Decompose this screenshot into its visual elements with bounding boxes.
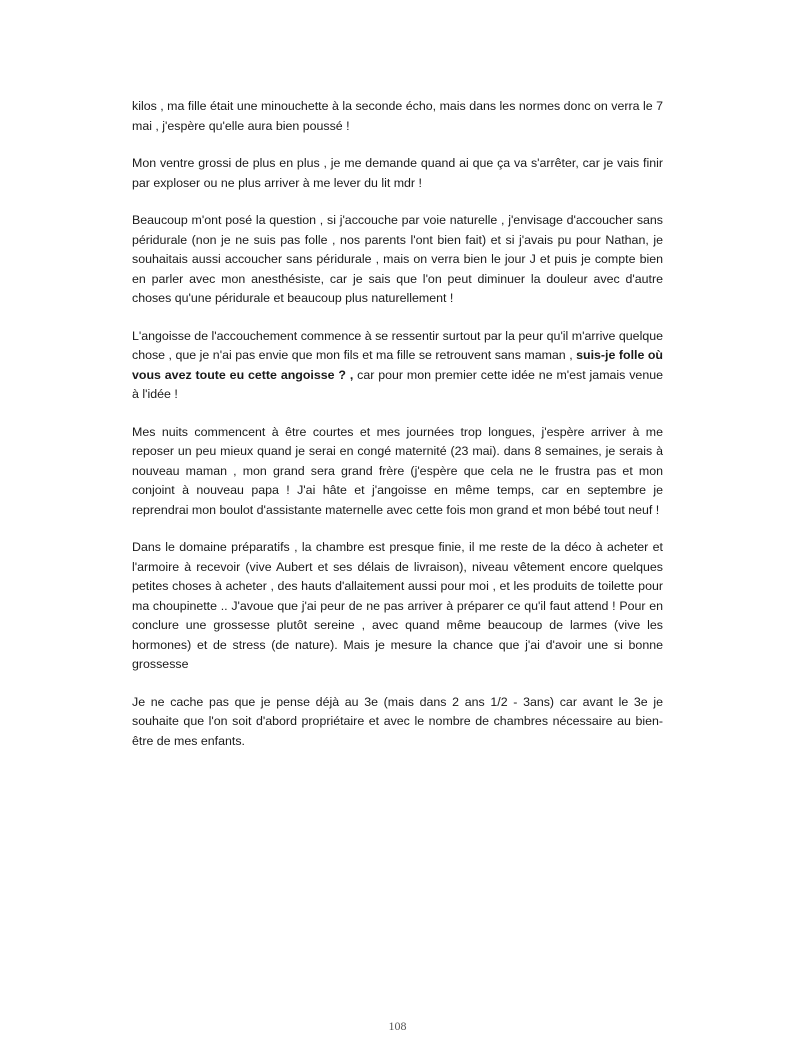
paragraph-4-bold-question: suis-je folle où vous avez toute eu cette angoisse ? , (132, 348, 663, 382)
paragraph-6: Dans le domaine préparatifs , la chambre est presque finie, il me reste de la déco à acheter et l'armoire à recevoir (vive Aubert et ses délais de livraison), niveau vêtement encore quelques petites choses à acheter , des hauts d'allaitement aussi pour moi , et les produits de toilette pour ma choupinette .. J'avoue que j'ai peur de ne pas arriver à préparer ce qu'il faut attend ! Pour en conclure une grossesse plutôt sereine , avec quand même beaucoup de larmes (vive les hormones) et de stress (de nature). Mais je mesure la chance que j'ai d'avoir une si bonne grossesse (132, 540, 663, 671)
paragraph-7: Je ne cache pas que je pense déjà au 3e (mais dans 2 ans 1/2 - 3ans) car avant le 3e je souhaite que l'on soit d'abord propriétaire et avec le nombre de chambres nécessaire au bien-être de mes enfants. (132, 694, 663, 748)
paragraph-4 (132, 327, 663, 405)
body-text (132, 97, 663, 769)
paragraph-4-end: car pour mon premier cette idée ne m'est jamais venue à l'idée ! (132, 367, 663, 401)
page-number: 108 (388, 1019, 407, 1033)
paragraph-2: Mon ventre grossi de plus en plus , je me demande quand ai que ça va s'arrêter, car je vais finir par exploser ou ne plus arriver à me lever du lit mdr ! (132, 156, 663, 190)
paragraph-3: Beaucoup m'ont posé la question , si j'accouche par voie naturelle , j'envisage d'accoucher sans péridurale (non je ne suis pas folle , nos parents l'ont bien fait) et si j'avais pu pour Nathan, je souhaitais aussi accoucher sans péridurale , mais on verra bien le jour J et puis je compte bien en parler avec mon anesthésiste, car je sais que l'on peut diminuer la douleur avec d'autre choses qu'une péridurale et beaucoup plus naturellement ! (132, 213, 663, 305)
paragraph-5: Mes nuits commencent à être courtes et mes journées trop longues, j'espère arriver à me reposer un peu mieux quand je serai en congé maternité (23 mai). dans 8 semaines, je serais à nouveau maman , mon grand sera grand frère (j'espère que cela ne le frustra pas et mon conjoint à nouveau papa ! J'ai hâte et j'angoisse en même temps, car en septembre je reprendrai mon boulot d'assistante maternelle avec cette fois mon grand et mon bébé tout neuf ! (132, 424, 663, 517)
paragraph-1: kilos , ma fille était une minouchette à la seconde écho, mais dans les normes donc on verra le 7 mai , j'espère qu'elle aura bien poussé ! (132, 99, 663, 133)
paragraph-4-start: L'angoisse de l'accouchement commence à se ressentir surtout par la peur qu'il m'arrive quelque chose , que je n'ai pas envie que mon fils et ma fille se retrouvent sans maman , (132, 328, 663, 362)
